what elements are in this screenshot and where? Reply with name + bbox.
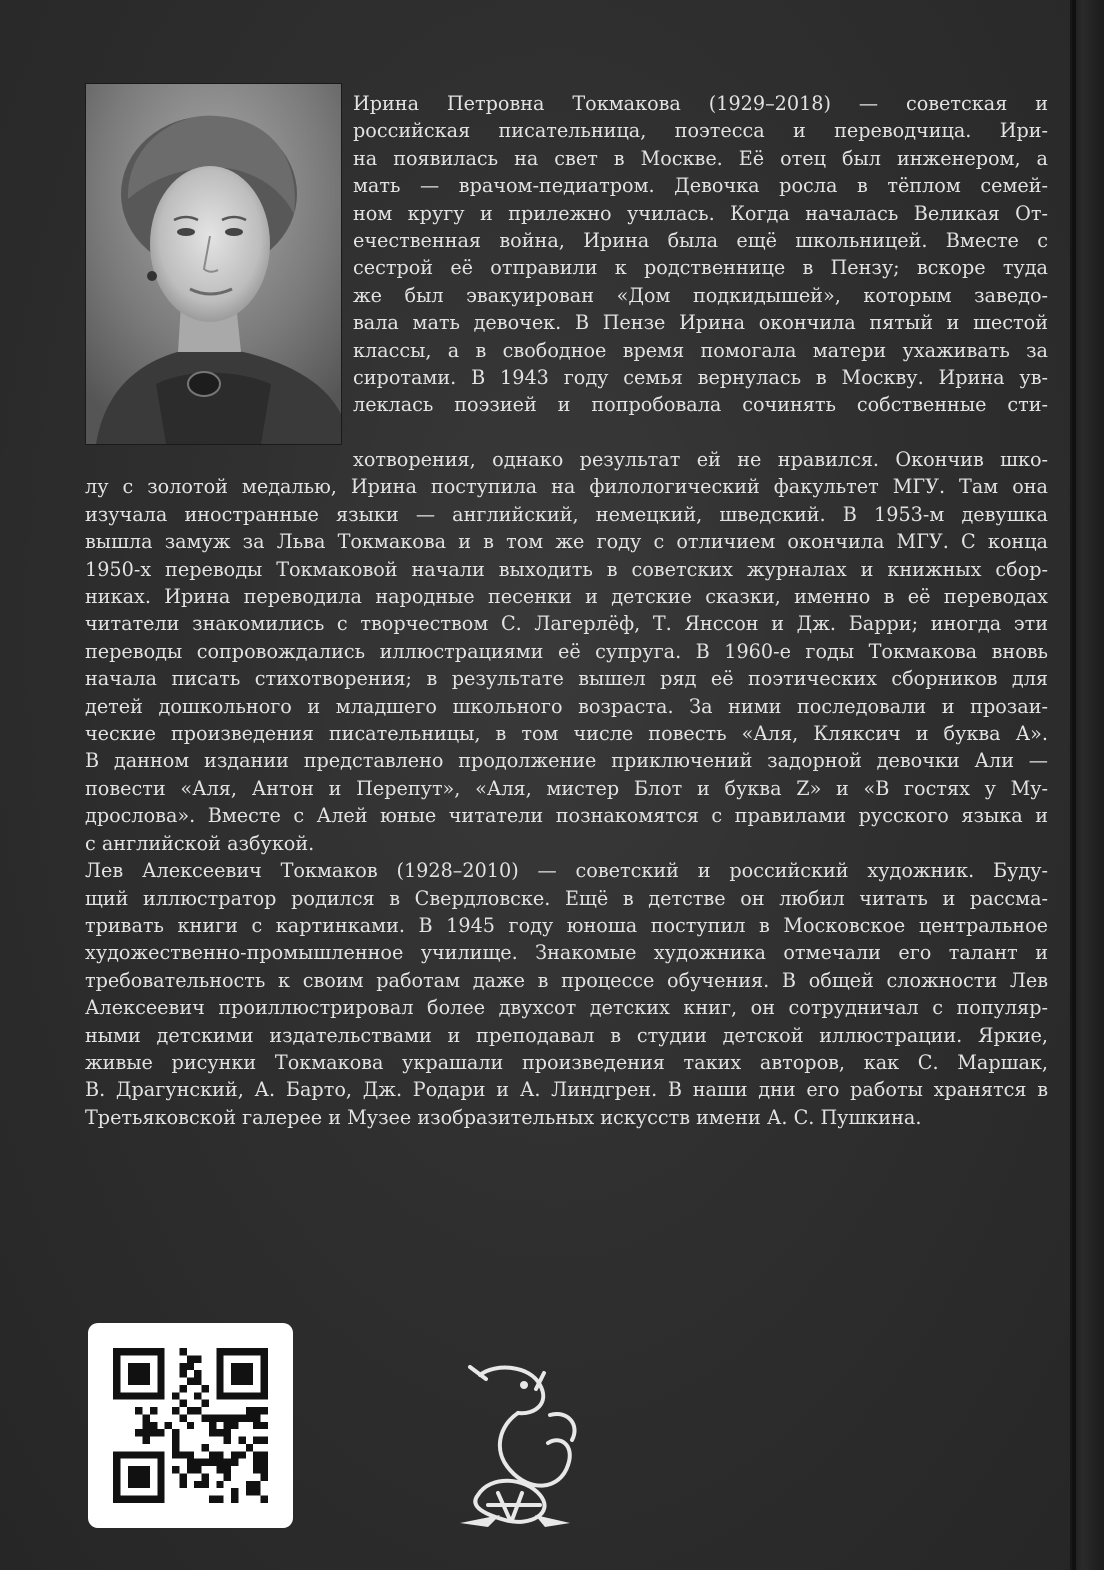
qr-module bbox=[216, 1459, 223, 1466]
illustrator-bio-line: ными детскими издательствами и преподавал в студии детской иллюстрации. Яркие, bbox=[85, 1023, 1048, 1047]
text-line: ном кругу и прилежно училась. Когда началась Великая От- bbox=[353, 201, 1048, 225]
qr-module bbox=[157, 1429, 164, 1436]
illustrator-bio-line: В. Драгунский, А. Барто, Дж. Родари и А. Линдгрен. В наши дни его работы хранятся в bbox=[85, 1078, 1048, 1102]
text-line: 1950-х переводы Токмаковой начали выходить в советских журналах и книжных сбор- bbox=[85, 557, 1048, 581]
illustrator-bio-line: щий иллюстратор родился в Свердловске. Ещё в детстве он любил читать и рассма- bbox=[85, 886, 1048, 910]
qr-module bbox=[224, 1473, 231, 1480]
qr-module bbox=[179, 1481, 186, 1488]
qr-module bbox=[194, 1481, 201, 1488]
qr-module bbox=[202, 1459, 209, 1466]
qr-module bbox=[246, 1481, 253, 1488]
text-line: вала мать девочек. В Пензе Ирина окончила пятый и шестой bbox=[353, 311, 1048, 335]
qr-module bbox=[172, 1451, 179, 1458]
qr-module bbox=[246, 1488, 253, 1495]
qr-module bbox=[172, 1392, 179, 1399]
qr-module bbox=[187, 1363, 194, 1370]
qr-module bbox=[224, 1466, 231, 1473]
illustrator-bio-line: тривать книги с картинками. В 1945 году юноша поступил в Московское центральное bbox=[85, 913, 1048, 937]
qr-module bbox=[187, 1422, 194, 1429]
qr-module bbox=[179, 1363, 186, 1370]
author-portrait bbox=[85, 83, 342, 445]
text-line: с английской азбукой. bbox=[85, 831, 315, 855]
text-line: лу с золотой медалью, Ирина поступила на филологический факультет МГУ. Там она bbox=[85, 475, 1048, 499]
qr-module bbox=[143, 1422, 150, 1429]
text-line: ечественная война, Ирина была ещё школьницей. Вместе с bbox=[353, 229, 1048, 253]
illustrator-bio-line: Алексеевич проиллюстрировал более двухсот детских книг, он сотрудничал с популяр- bbox=[85, 996, 1048, 1020]
qr-module bbox=[216, 1451, 223, 1458]
qr-module bbox=[261, 1437, 268, 1444]
qr-module bbox=[209, 1451, 216, 1458]
text-line: начала писать стихотворения; в результате вышел ряд её поэтических сборников для bbox=[85, 667, 1048, 691]
qr-module bbox=[253, 1437, 260, 1444]
qr-module bbox=[231, 1363, 253, 1385]
qr-module bbox=[238, 1437, 245, 1444]
qr-module bbox=[202, 1444, 209, 1451]
qr-module bbox=[261, 1466, 268, 1473]
qr-module bbox=[253, 1414, 260, 1421]
qr-module bbox=[231, 1422, 238, 1429]
qr-module bbox=[261, 1407, 268, 1414]
qr-module bbox=[150, 1407, 157, 1414]
text-line: Ирина Петровна Токмакова (1929–2018) — советская и bbox=[353, 92, 1048, 115]
qr-module bbox=[253, 1466, 260, 1473]
text-line: детей дошкольного и младшего школьного возраста. За ними последовали и прозаи- bbox=[85, 694, 1048, 718]
text-line: изучала иностранные языки — английский, немецкий, шведский. В 1953-м девушка bbox=[85, 502, 1048, 526]
illustrator-bio-line: Лев Алексеевич Токмаков (1928–2010) — советский и российский художник. Буду- bbox=[85, 859, 1048, 883]
qr-module bbox=[216, 1466, 223, 1473]
qr-module bbox=[253, 1407, 260, 1414]
qr-module bbox=[209, 1422, 216, 1429]
illustrator-bio-line: живые рисунки Токмакова украшали произведения таких авторов, как С. Маршак, bbox=[85, 1050, 1048, 1074]
qr-module bbox=[179, 1400, 186, 1407]
qr-module bbox=[172, 1444, 179, 1451]
qr-module bbox=[172, 1429, 179, 1436]
qr-module bbox=[261, 1451, 268, 1458]
qr-module bbox=[253, 1459, 260, 1466]
text-line: дрослова». Вместе с Алей юные читатели познакомятся с правилами русского языка и bbox=[85, 804, 1048, 828]
qr-module bbox=[224, 1422, 231, 1429]
qr-module bbox=[187, 1451, 194, 1458]
qr-module bbox=[231, 1488, 238, 1495]
qr-module bbox=[179, 1385, 186, 1392]
qr-module bbox=[253, 1481, 260, 1488]
text-line: на появилась на свет в Москве. Её отец был инженером, а bbox=[353, 146, 1048, 170]
dragon-logo-icon bbox=[440, 1355, 590, 1530]
text-line: никах. Ирина переводила народные песенки и детские сказки, именно в её переводах bbox=[85, 585, 1048, 609]
qr-module bbox=[216, 1496, 223, 1503]
text-line: же был эвакуирован «Дом подкидышей», которым заведо- bbox=[353, 283, 1048, 307]
qr-module bbox=[246, 1414, 253, 1421]
qr-module bbox=[172, 1437, 179, 1444]
qr-module bbox=[224, 1459, 231, 1466]
portrait-illustration bbox=[86, 84, 341, 444]
qr-module bbox=[187, 1378, 194, 1385]
qr-module bbox=[261, 1473, 268, 1480]
qr-module bbox=[187, 1355, 194, 1362]
qr-module bbox=[216, 1414, 223, 1421]
qr-module bbox=[209, 1496, 216, 1503]
spine-groove bbox=[1072, 0, 1076, 1570]
qr-module bbox=[246, 1407, 253, 1414]
qr-module bbox=[194, 1355, 201, 1362]
qr-module bbox=[179, 1451, 186, 1458]
qr-module bbox=[179, 1348, 186, 1355]
qr-module bbox=[143, 1429, 150, 1436]
qr-module bbox=[253, 1488, 260, 1495]
qr-module bbox=[209, 1459, 216, 1466]
text-line: сестрой её отправили к родственнице в Пензу; вскоре туда bbox=[353, 256, 1048, 280]
text-line: сиротами. В 1943 году семья вернулась в Москву. Ирина ув- bbox=[353, 366, 1048, 390]
qr-module bbox=[261, 1459, 268, 1466]
qr-module bbox=[224, 1429, 231, 1436]
qr-module bbox=[194, 1378, 201, 1385]
qr-module bbox=[246, 1444, 253, 1451]
qr-module bbox=[202, 1385, 209, 1392]
qr-module bbox=[172, 1466, 179, 1473]
qr-module bbox=[202, 1481, 209, 1488]
qr-module bbox=[216, 1429, 223, 1436]
qr-module bbox=[128, 1466, 150, 1488]
qr-module bbox=[179, 1414, 186, 1421]
illustrator-bio-line: художественно-промышленное училище. Знакомые художника отмечали его талант и bbox=[85, 941, 1048, 965]
qr-module bbox=[135, 1407, 142, 1414]
bio-main-text bbox=[85, 446, 1048, 1131]
qr-module bbox=[179, 1473, 186, 1480]
text-line: леклась поэзией и попробовала сочинять собственные сти- bbox=[353, 393, 1048, 417]
qr-module bbox=[238, 1451, 245, 1458]
qr-module bbox=[194, 1392, 201, 1399]
text-line: В данном издании представлено продолжение приключений задорной девочки Али — bbox=[85, 749, 1048, 773]
qr-module bbox=[187, 1407, 194, 1414]
qr-module bbox=[253, 1451, 260, 1458]
qr-module bbox=[261, 1496, 268, 1503]
qr-module bbox=[128, 1363, 150, 1385]
publisher-logo bbox=[440, 1355, 590, 1530]
qr-module bbox=[231, 1451, 238, 1458]
qr-module bbox=[209, 1414, 216, 1421]
qr-module bbox=[187, 1459, 194, 1466]
text-line: классы, а в свободное время помогала матери ухаживать за bbox=[353, 338, 1048, 362]
text-line: читатели знакомились с творчеством С. Лагерлёф, Т. Янссон и Дж. Барри; иногда эти bbox=[85, 612, 1048, 636]
qr-module bbox=[194, 1466, 201, 1473]
qr-module bbox=[202, 1414, 209, 1421]
qr-module bbox=[238, 1414, 245, 1421]
qr-code[interactable] bbox=[88, 1323, 293, 1528]
text-line: российская писательница, поэтесса и переводчица. Ири- bbox=[353, 119, 1048, 143]
qr-module bbox=[209, 1429, 216, 1436]
qr-module bbox=[187, 1466, 194, 1473]
text-line: мать — врачом-педиатром. Девочка росла в тёплом семей- bbox=[353, 174, 1048, 198]
qr-module bbox=[216, 1481, 223, 1488]
text-line: вышла замуж за Льва Токмакова и в том же году с отличием окончила МГУ. С конца bbox=[85, 530, 1048, 554]
illustrator-bio-line: Третьяковской галерее и Музее изобразительных искусств имени А. С. Пушкина. bbox=[85, 1105, 922, 1129]
qr-module bbox=[261, 1422, 268, 1429]
qr-module bbox=[172, 1407, 179, 1414]
qr-module bbox=[231, 1414, 238, 1421]
text-line: переводы сопровождались иллюстрациями её супруга. В 1960-е годы Токмакова вновь bbox=[85, 639, 1048, 663]
qr-module bbox=[224, 1437, 231, 1444]
qr-module bbox=[143, 1437, 150, 1444]
qr-module bbox=[165, 1422, 172, 1429]
illustrator-bio-line: требовательность к своим работам даже в процессе обучения. В общей сложности Лев bbox=[85, 968, 1048, 992]
qr-module bbox=[253, 1422, 260, 1429]
qr-module bbox=[194, 1459, 201, 1466]
qr-code-pattern bbox=[113, 1348, 268, 1503]
qr-module bbox=[202, 1473, 209, 1480]
text-line: повести «Аля, Антон и Перепут», «Аля, мистер Блот и буква Z» и «В гостях у Му- bbox=[85, 776, 1048, 800]
qr-module bbox=[179, 1370, 186, 1377]
qr-module bbox=[202, 1400, 209, 1407]
qr-module bbox=[224, 1414, 231, 1421]
qr-module bbox=[231, 1496, 238, 1503]
text-line: хотворения, однако результат ей не нравился. Окончив шко- bbox=[353, 448, 1048, 471]
text-line: ческие произведения писательницы, в том числе повесть «Аля, Кляксич и буква А». bbox=[85, 722, 1048, 746]
author-bio-top bbox=[353, 90, 1048, 419]
qr-module bbox=[135, 1429, 142, 1436]
qr-module bbox=[194, 1370, 201, 1377]
qr-module bbox=[150, 1422, 157, 1429]
qr-module bbox=[150, 1429, 157, 1436]
qr-module bbox=[194, 1407, 201, 1414]
qr-module bbox=[231, 1459, 238, 1466]
qr-module bbox=[143, 1414, 150, 1421]
